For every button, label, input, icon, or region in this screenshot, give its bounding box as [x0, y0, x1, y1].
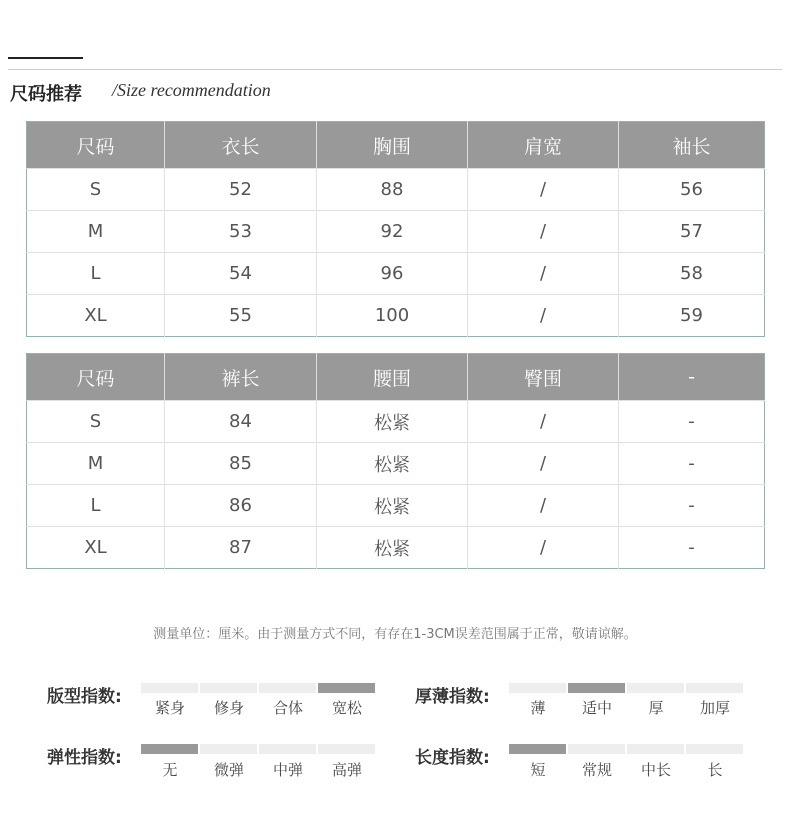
table-cell: XL — [27, 527, 165, 569]
table-cell: L — [27, 253, 165, 295]
table-row — [27, 253, 765, 295]
table-cell: 松紧 — [317, 485, 468, 527]
length-option: 长 — [707, 761, 723, 779]
column-header: 尺码 — [27, 354, 165, 401]
table-cell: / — [468, 253, 619, 295]
bottom-size-table — [26, 353, 765, 569]
column-header: 臀围 — [468, 354, 619, 401]
thickness-index-label: 厚薄指数: — [415, 687, 490, 707]
table-row — [27, 169, 765, 211]
thickness-bar-segment — [568, 683, 625, 693]
length-index-label: 长度指数: — [415, 748, 490, 768]
table-cell: / — [468, 443, 619, 485]
table-row — [27, 527, 765, 569]
fit-bar-segment — [200, 683, 257, 693]
column-header: 尺码 — [27, 122, 165, 169]
table-cell: 56 — [619, 169, 765, 211]
length-option: 短 — [530, 761, 546, 779]
table-cell: - — [619, 485, 765, 527]
column-header: 衣长 — [165, 122, 317, 169]
thickness-option: 适中 — [581, 699, 612, 717]
table-cell: 58 — [619, 253, 765, 295]
thickness-bar-segment — [686, 683, 743, 693]
fit-option: 修身 — [213, 699, 244, 717]
fit-option: 紧身 — [154, 699, 185, 717]
table-cell: M — [27, 211, 165, 253]
table-cell: 87 — [165, 527, 317, 569]
column-header: - — [619, 354, 765, 401]
column-header: 肩宽 — [468, 122, 619, 169]
table-cell: 57 — [619, 211, 765, 253]
table-row — [27, 485, 765, 527]
table-header-row — [27, 122, 765, 169]
table-cell: S — [27, 401, 165, 443]
table-cell: M — [27, 443, 165, 485]
table-cell: / — [468, 485, 619, 527]
fit-bar-segment — [318, 683, 375, 693]
table-cell: / — [468, 169, 619, 211]
table-cell: 92 — [317, 211, 468, 253]
table-cell: 55 — [165, 295, 317, 337]
elasticity-bar-segment — [200, 744, 257, 754]
fit-index-label: 版型指数: — [47, 687, 122, 707]
thickness-option: 厚 — [648, 699, 664, 717]
table-row — [27, 211, 765, 253]
table-cell: 53 — [165, 211, 317, 253]
table-cell: S — [27, 169, 165, 211]
table-cell: 100 — [317, 295, 468, 337]
table-cell: L — [27, 485, 165, 527]
table-header-row — [27, 354, 765, 401]
title-accent-line — [8, 57, 83, 59]
table-cell: 54 — [165, 253, 317, 295]
table-cell: - — [619, 401, 765, 443]
table-cell: - — [619, 527, 765, 569]
length-bar-segment — [509, 744, 566, 754]
table-cell: 59 — [619, 295, 765, 337]
measurement-note: 测量单位：厘米。由于测量方式不同，有存在1-3CM误差范围属于正常，敬请谅解。 — [153, 627, 637, 642]
table-cell: / — [468, 527, 619, 569]
elasticity-bar-segment — [318, 744, 375, 754]
table-cell: 88 — [317, 169, 468, 211]
thickness-option: 加厚 — [699, 699, 730, 717]
fit-option: 合体 — [272, 699, 303, 717]
fit-bar-segment — [141, 683, 198, 693]
column-header: 袖长 — [619, 122, 765, 169]
table-cell: 96 — [317, 253, 468, 295]
column-header: 裤长 — [165, 354, 317, 401]
title-divider — [8, 69, 782, 70]
table-cell: 85 — [165, 443, 317, 485]
fit-option: 宽松 — [331, 699, 362, 717]
elasticity-option: 中弹 — [272, 761, 303, 779]
length-option: 常规 — [581, 761, 612, 779]
thickness-bar-segment — [509, 683, 566, 693]
length-option: 中长 — [640, 761, 671, 779]
table-cell: / — [468, 211, 619, 253]
thickness-bar-segment — [627, 683, 684, 693]
section-subtitle: /Size recommendation — [112, 80, 271, 100]
elasticity-option: 微弹 — [213, 761, 244, 779]
length-bar-segment — [686, 744, 743, 754]
table-row — [27, 401, 765, 443]
table-row — [27, 443, 765, 485]
table-row — [27, 295, 765, 337]
column-header: 腰围 — [317, 354, 468, 401]
table-cell: 松紧 — [317, 443, 468, 485]
elasticity-bar-segment — [259, 744, 316, 754]
column-header: 胸围 — [317, 122, 468, 169]
table-cell: 84 — [165, 401, 317, 443]
elasticity-bar-segment — [141, 744, 198, 754]
fit-bar-segment — [259, 683, 316, 693]
elasticity-option: 无 — [162, 761, 178, 779]
table-cell: 86 — [165, 485, 317, 527]
thickness-option: 薄 — [530, 699, 546, 717]
table-cell: XL — [27, 295, 165, 337]
table-cell: / — [468, 295, 619, 337]
elasticity-option: 高弹 — [331, 761, 362, 779]
table-cell: 松紧 — [317, 401, 468, 443]
table-cell: 松紧 — [317, 527, 468, 569]
length-bar-segment — [627, 744, 684, 754]
length-bar-segment — [568, 744, 625, 754]
table-cell: - — [619, 443, 765, 485]
table-cell: / — [468, 401, 619, 443]
elasticity-index-label: 弹性指数: — [47, 748, 122, 768]
section-title: 尺码推荐 — [10, 84, 82, 105]
top-size-table — [26, 121, 765, 337]
table-cell: 52 — [165, 169, 317, 211]
